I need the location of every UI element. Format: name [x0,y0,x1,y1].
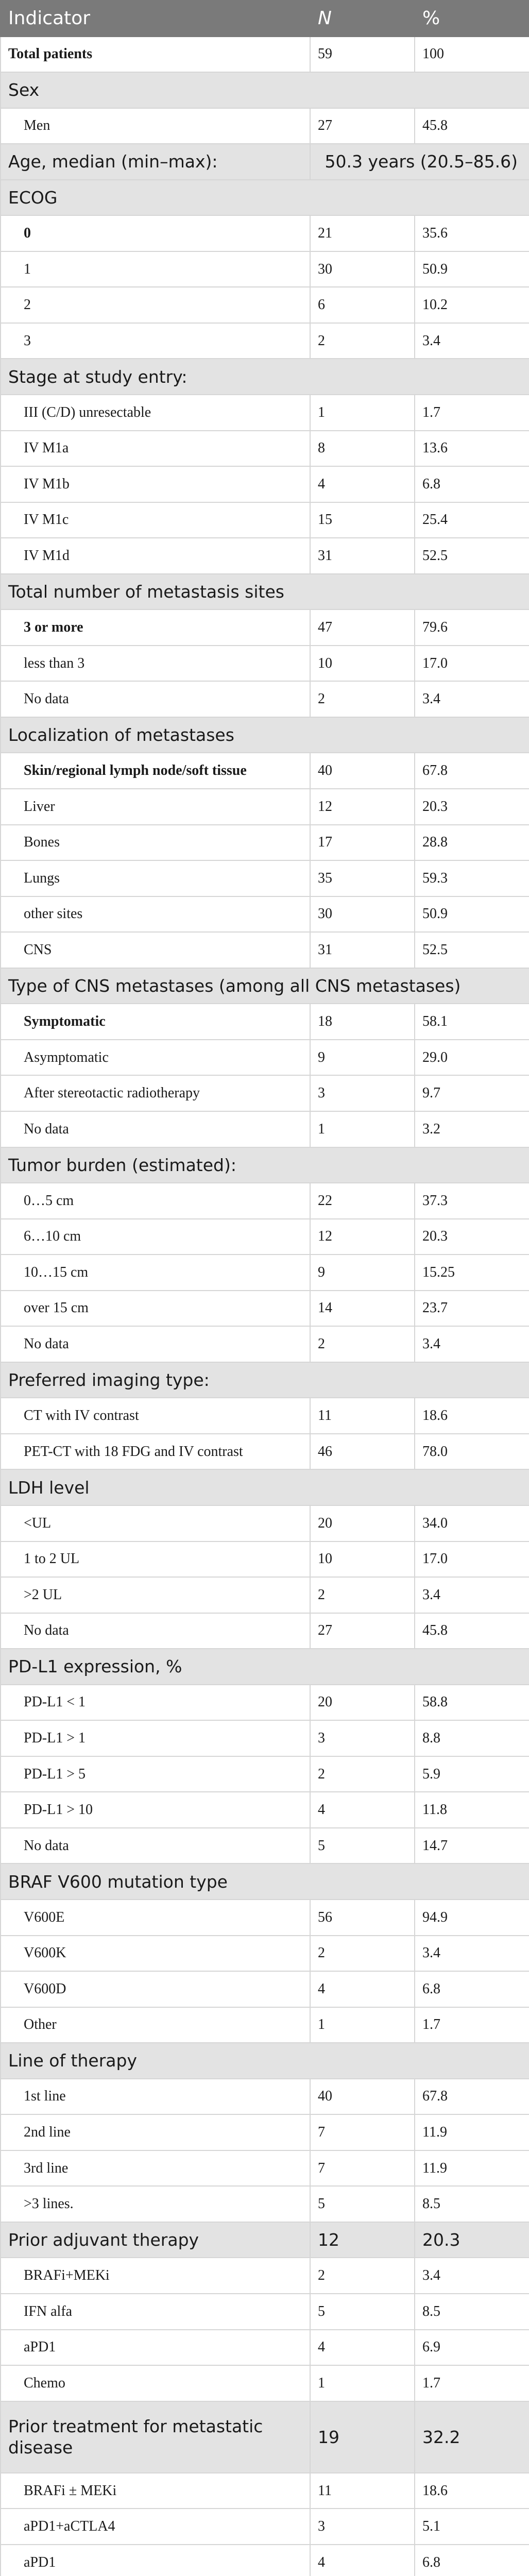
ldh-row-label: No data [1,1613,310,1649]
imaging-row-percent: 78.0 [415,1434,529,1470]
imaging-section-header [1,1362,529,1398]
stage-row-label: IV M1a [1,431,310,467]
braf-row-percent: 94.9 [415,1900,529,1936]
sex-row [1,108,529,144]
pdl1-row-n: 3 [310,1720,415,1756]
cns-type-row-percent: 9.7 [415,1075,529,1111]
braf-row [1,1936,529,1972]
tumor-burden-row-n: 2 [310,1326,415,1362]
stage-row-n: 31 [310,538,415,574]
tumor-burden-row-n: 22 [310,1183,415,1219]
metastasis-sites-row [1,681,529,717]
adjuvant-row-label: BRAFi+MEKi [1,2258,310,2294]
cns-type-row-label: Asymptomatic [1,1040,310,1076]
metastatic-treatment-row-n: 3 [310,2509,415,2545]
localization-row-label: Skin/regional lymph node/soft tissue [1,753,310,789]
pdl1-row-label: No data [1,1828,310,1864]
line-of-therapy-row-percent: 11.9 [415,2114,529,2150]
adjuvant-row [1,2294,529,2330]
adjuvant-row-label: aPD1 [1,2330,310,2366]
localization-row-label: Liver [1,789,310,825]
cns-type-row-n: 18 [310,1004,415,1040]
pdl1-row-percent: 11.8 [415,1792,529,1828]
adjuvant-row [1,2365,529,2401]
localization-section-header [1,717,529,753]
braf-row-percent: 6.8 [415,1971,529,2007]
adjuvant-row-n: 4 [310,2330,415,2366]
tumor-burden-row-percent: 20.3 [415,1219,529,1255]
ecog-row-n: 30 [310,251,415,287]
localization-row-n: 31 [310,932,415,968]
age-median-row [1,144,529,180]
metastatic-treatment-row-n: 11 [310,2473,415,2509]
braf-row [1,1971,529,2007]
stage-row-n: 1 [310,395,415,431]
localization-row-label: other sites [1,896,310,933]
localization-row-n: 17 [310,825,415,861]
metastasis-sites-section-header [1,574,529,610]
stage-row-label: IV M1c [1,502,310,538]
line-of-therapy-row-label: 3rd line [1,2150,310,2187]
ldh-row [1,1505,529,1541]
metastasis-sites-row-label: less than 3 [1,646,310,682]
total-label: Total patients [1,37,310,73]
cns-type-title: Type of CNS metastases (among all CNS metastases) [1,968,529,1004]
line-of-therapy-row-n: 7 [310,2150,415,2187]
pdl1-row-n: 5 [310,1828,415,1864]
adjuvant-row [1,2330,529,2366]
braf-row-label: V600D [1,1971,310,2007]
adjuvant-row-percent: 3.4 [415,2258,529,2294]
braf-title: BRAF V600 mutation type [1,1863,529,1900]
pdl1-row-n: 2 [310,1756,415,1792]
tumor-burden-row-percent: 15.25 [415,1255,529,1291]
adjuvant-row-percent: 8.5 [415,2294,529,2330]
ldh-row-percent: 45.8 [415,1613,529,1649]
total-percent: 100 [415,37,529,73]
pdl1-section-header [1,1649,529,1685]
tumor-burden-row-percent: 3.4 [415,1326,529,1362]
metastasis-sites-row [1,609,529,646]
stage-row [1,395,529,431]
tumor-burden-row-label: No data [1,1326,310,1362]
tumor-burden-row-label: 10…15 cm [1,1255,310,1291]
stage-row [1,502,529,538]
pdl1-title: PD-L1 expression, % [1,1649,529,1685]
localization-row [1,789,529,825]
tumor-burden-title: Tumor burden (estimated): [1,1147,529,1183]
localization-row [1,860,529,896]
stage-row-n: 15 [310,502,415,538]
cns-type-row [1,1004,529,1040]
stage-row [1,466,529,502]
ecog-row-percent: 35.6 [415,215,529,251]
line-of-therapy-row-label: 2nd line [1,2114,310,2150]
stage-row-n: 8 [310,431,415,467]
tumor-burden-row-percent: 37.3 [415,1183,529,1219]
metastatic-treatment-row [1,2473,529,2509]
tumor-burden-row [1,1183,529,1219]
stage-title: Stage at study entry: [1,359,529,395]
metastasis-sites-title: Total number of metastasis sites [1,574,529,610]
metastasis-sites-row-n: 2 [310,681,415,717]
sex-section-header [1,72,529,108]
adjuvant-n: 12 [310,2222,415,2258]
braf-row-n: 4 [310,1971,415,2007]
braf-row-percent: 1.7 [415,2007,529,2043]
adjuvant-row-percent: 1.7 [415,2365,529,2401]
cns-type-row-label: After stereotactic radiotherapy [1,1075,310,1111]
metastatic-treatment-row-n: 4 [310,2545,415,2576]
braf-row-label: Other [1,2007,310,2043]
age-label: Age, median (min–max): [1,144,310,180]
ldh-row [1,1577,529,1613]
stage-row-percent: 1.7 [415,395,529,431]
braf-section-header [1,1863,529,1900]
localization-row-percent: 59.3 [415,860,529,896]
ldh-section-header [1,1469,529,1505]
metastatic-treatment-row-label: BRAFi ± MEKi [1,2473,310,2509]
sex-title: Sex [1,72,529,108]
pdl1-row-percent: 58.8 [415,1685,529,1721]
ecog-title: ECOG [1,180,529,216]
ldh-row-percent: 17.0 [415,1541,529,1578]
metastatic-treatment-section-header [1,2401,529,2473]
cns-type-row-percent: 29.0 [415,1040,529,1076]
ldh-title: LDH level [1,1469,529,1505]
metastasis-sites-row-n: 10 [310,646,415,682]
stage-row [1,431,529,467]
braf-row-percent: 3.4 [415,1936,529,1972]
stage-row-percent: 25.4 [415,502,529,538]
line-of-therapy-row [1,2114,529,2150]
cns-type-row [1,1075,529,1111]
metastasis-sites-row-percent: 17.0 [415,646,529,682]
tumor-burden-row [1,1291,529,1327]
sex-row-percent: 45.8 [415,108,529,144]
localization-row-n: 40 [310,753,415,789]
header-row [1,1,529,37]
cns-type-row-label: No data [1,1111,310,1147]
ldh-row-percent: 34.0 [415,1505,529,1541]
metastatic-treatment-percent: 32.2 [415,2401,529,2473]
total-n: 59 [310,37,415,73]
metastatic-treatment-row [1,2509,529,2545]
cns-type-row-n: 3 [310,1075,415,1111]
header-indicator: Indicator [1,1,310,37]
tumor-burden-row [1,1255,529,1291]
braf-row-n: 2 [310,1936,415,1972]
line-of-therapy-row-n: 7 [310,2114,415,2150]
tumor-burden-row [1,1326,529,1362]
stage-row-percent: 6.8 [415,466,529,502]
adjuvant-percent: 20.3 [415,2222,529,2258]
ldh-row-n: 2 [310,1577,415,1613]
localization-row-n: 35 [310,860,415,896]
adjuvant-row-n: 2 [310,2258,415,2294]
stage-row-n: 4 [310,466,415,502]
metastatic-treatment-title: Prior treatment for metastatic disease [1,2401,310,2473]
localization-row-label: Lungs [1,860,310,896]
tumor-burden-row-n: 14 [310,1291,415,1327]
tumor-burden-row-n: 12 [310,1219,415,1255]
braf-row [1,2007,529,2043]
line-of-therapy-row-n: 40 [310,2079,415,2115]
ldh-row [1,1613,529,1649]
ecog-row-label: 2 [1,287,310,323]
cns-type-row-label: Symptomatic [1,1004,310,1040]
pdl1-row-n: 4 [310,1792,415,1828]
metastatic-treatment-row-label: aPD1 [1,2545,310,2576]
sex-row-n: 27 [310,108,415,144]
line-of-therapy-title: Line of therapy [1,2043,529,2079]
ecog-row [1,287,529,323]
line-of-therapy-row-percent: 8.5 [415,2186,529,2222]
metastatic-treatment-row-label: aPD1+aCTLA4 [1,2509,310,2545]
metastasis-sites-row-label: No data [1,681,310,717]
pdl1-row-n: 20 [310,1685,415,1721]
imaging-title: Preferred imaging type: [1,1362,529,1398]
ecog-row [1,323,529,359]
cns-type-row-n: 1 [310,1111,415,1147]
localization-row-label: Bones [1,825,310,861]
stage-row-label: III (C/D) unresectable [1,395,310,431]
stage-row-percent: 52.5 [415,538,529,574]
braf-row-n: 56 [310,1900,415,1936]
metastasis-sites-row [1,646,529,682]
tumor-burden-row-label: 0…5 cm [1,1183,310,1219]
cns-type-row-n: 9 [310,1040,415,1076]
ecog-section-header [1,180,529,216]
localization-row-percent: 20.3 [415,789,529,825]
ecog-row-label: 3 [1,323,310,359]
metastasis-sites-row-percent: 3.4 [415,681,529,717]
cns-type-section-header [1,968,529,1004]
metastatic-treatment-row [1,2545,529,2576]
pdl1-row [1,1792,529,1828]
cns-type-row-percent: 58.1 [415,1004,529,1040]
imaging-row [1,1398,529,1434]
localization-row [1,825,529,861]
pdl1-row-percent: 5.9 [415,1756,529,1792]
header-percent: % [415,1,529,37]
braf-row [1,1900,529,1936]
line-of-therapy-row-label: >3 lines. [1,2186,310,2222]
localization-row-percent: 52.5 [415,932,529,968]
adjuvant-section-header [1,2222,529,2258]
ecog-row [1,215,529,251]
header-n: N [310,1,415,37]
ldh-row-percent: 3.4 [415,1577,529,1613]
imaging-row-label: CT with IV contrast [1,1398,310,1434]
tumor-burden-row-label: 6…10 cm [1,1219,310,1255]
pdl1-row [1,1828,529,1864]
line-of-therapy-row-n: 5 [310,2186,415,2222]
imaging-row-n: 46 [310,1434,415,1470]
localization-row-percent: 50.9 [415,896,529,933]
metastatic-treatment-n: 19 [310,2401,415,2473]
stage-section-header [1,359,529,395]
line-of-therapy-row-label: 1st line [1,2079,310,2115]
tumor-burden-section-header [1,1147,529,1183]
pdl1-row [1,1756,529,1792]
tumor-burden-row-n: 9 [310,1255,415,1291]
ldh-row-label: >2 UL [1,1577,310,1613]
pdl1-row-percent: 14.7 [415,1828,529,1864]
imaging-row-label: PET-CT with 18 FDG and IV contrast [1,1434,310,1470]
tumor-burden-row-label: over 15 cm [1,1291,310,1327]
cns-type-row [1,1111,529,1147]
ecog-row-percent: 3.4 [415,323,529,359]
ldh-row-n: 27 [310,1613,415,1649]
ldh-row-n: 10 [310,1541,415,1578]
ecog-row-percent: 10.2 [415,287,529,323]
ldh-row-label: 1 to 2 UL [1,1541,310,1578]
stage-row-label: IV M1d [1,538,310,574]
adjuvant-row-label: IFN alfa [1,2294,310,2330]
metastasis-sites-row-percent: 79.6 [415,609,529,646]
imaging-row-percent: 18.6 [415,1398,529,1434]
line-of-therapy-row-percent: 11.9 [415,2150,529,2187]
imaging-row [1,1434,529,1470]
imaging-row-n: 11 [310,1398,415,1434]
ecog-row-percent: 50.9 [415,251,529,287]
ecog-row [1,251,529,287]
adjuvant-row-percent: 6.9 [415,2330,529,2366]
adjuvant-row-n: 5 [310,2294,415,2330]
braf-row-label: V600K [1,1936,310,1972]
localization-row [1,896,529,933]
localization-row-n: 12 [310,789,415,825]
pdl1-row [1,1720,529,1756]
stage-row-label: IV M1b [1,466,310,502]
metastatic-treatment-row-percent: 18.6 [415,2473,529,2509]
adjuvant-row [1,2258,529,2294]
line-of-therapy-row [1,2186,529,2222]
line-of-therapy-row [1,2079,529,2115]
line-of-therapy-row [1,2150,529,2187]
pdl1-row-label: PD-L1 < 1 [1,1685,310,1721]
line-of-therapy-row-percent: 67.8 [415,2079,529,2115]
ldh-row-n: 20 [310,1505,415,1541]
stage-row [1,538,529,574]
localization-row [1,753,529,789]
tumor-burden-row-percent: 23.7 [415,1291,529,1327]
pdl1-row-label: PD-L1 > 5 [1,1756,310,1792]
braf-row-label: V600E [1,1900,310,1936]
stage-row-percent: 13.6 [415,431,529,467]
cns-type-row [1,1040,529,1076]
metastasis-sites-row-label: 3 or more [1,609,310,646]
tumor-burden-row [1,1219,529,1255]
age-value: 50.3 years (20.5–85.6) [310,144,529,180]
metastatic-treatment-row-percent: 6.8 [415,2545,529,2576]
ecog-row-label: 0 [1,215,310,251]
total-patients-row [1,37,529,73]
braf-row-n: 1 [310,2007,415,2043]
ecog-row-n: 2 [310,323,415,359]
pdl1-row-label: PD-L1 > 10 [1,1792,310,1828]
ecog-row-n: 6 [310,287,415,323]
adjuvant-row-n: 1 [310,2365,415,2401]
localization-title: Localization of metastases [1,717,529,753]
adjuvant-title: Prior adjuvant therapy [1,2222,310,2258]
localization-row [1,932,529,968]
metastasis-sites-row-n: 47 [310,609,415,646]
ecog-row-label: 1 [1,251,310,287]
line-of-therapy-section-header [1,2043,529,2079]
pdl1-row [1,1685,529,1721]
localization-row-n: 30 [310,896,415,933]
ldh-row-label: <UL [1,1505,310,1541]
pdl1-row-percent: 8.8 [415,1720,529,1756]
pdl1-row-label: PD-L1 > 1 [1,1720,310,1756]
ldh-row [1,1541,529,1578]
localization-row-percent: 67.8 [415,753,529,789]
cns-type-row-percent: 3.2 [415,1111,529,1147]
sex-row-label: Men [1,108,310,144]
ecog-row-n: 21 [310,215,415,251]
localization-row-percent: 28.8 [415,825,529,861]
table-body [1,1,529,2576]
adjuvant-row-label: Chemo [1,2365,310,2401]
metastatic-treatment-row-percent: 5.1 [415,2509,529,2545]
localization-row-label: CNS [1,932,310,968]
